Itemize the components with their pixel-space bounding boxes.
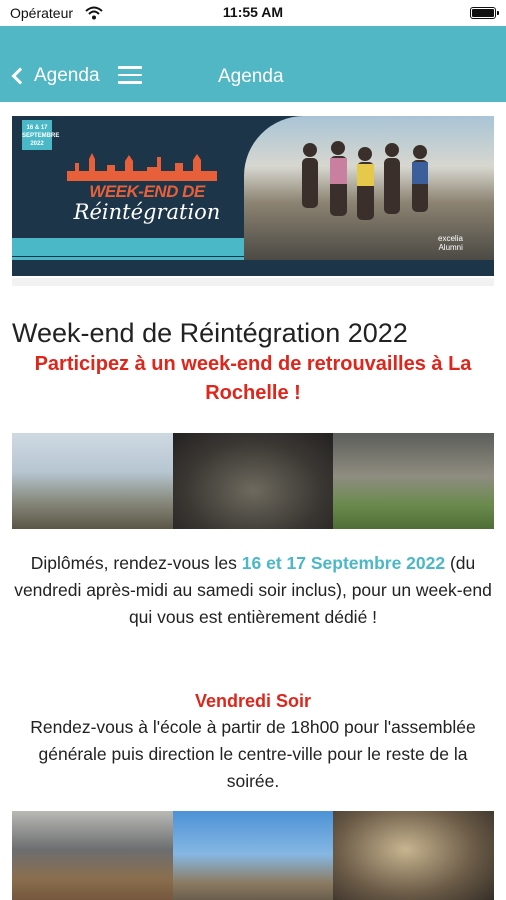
assembly-hall-photo — [12, 811, 173, 900]
banner-date-badge: 16 & 17 SEPTEMBRE 2022 — [22, 120, 52, 150]
friday-paragraph: Rendez-vous à l'école à partir de 18h00 pour l'assemblée générale puis direction le centre-ville pour le reste de la soirée. — [30, 717, 476, 791]
skyline-graphic — [67, 151, 217, 181]
event-dates: 16 et 17 Septembre 2022 — [241, 553, 446, 573]
photo-gallery-2 — [12, 811, 494, 900]
nav-bar — [0, 26, 506, 102]
event-banner-image — [12, 116, 494, 276]
la-rochelle-towers-photo — [173, 811, 334, 900]
article-title: Week-end de Réintégration 2022 — [12, 318, 408, 348]
banner-caption — [12, 278, 494, 286]
friday-heading: Vendredi Soir — [194, 691, 312, 711]
night-street-photo — [333, 811, 494, 900]
banner-script-title: Réintégration — [73, 200, 221, 224]
status-time: 11:55 AM — [222, 4, 284, 20]
photo-gallery-1 — [12, 433, 494, 529]
battery-icon — [470, 7, 496, 19]
banner-title: WEEK-END DE — [89, 182, 205, 201]
harbour-group-photo — [12, 433, 173, 529]
people-silhouettes — [280, 128, 450, 246]
back-button[interactable] — [8, 62, 100, 90]
status-bar — [0, 0, 506, 26]
back-button-label: Agenda — [34, 65, 100, 86]
intro-paragraph: Diplômés, rendez-vous les 16 et 17 Septembre 2022 (du vendredi après-midi au samedi soir inclus), pour un week-end qui vous est entièrement dédié ! — [14, 553, 492, 627]
article-content[interactable] — [0, 102, 506, 900]
hamburger-menu-icon[interactable] — [118, 66, 142, 86]
carrier-label: Opérateur — [10, 5, 74, 21]
terrace-evening-photo — [333, 433, 494, 529]
excelia-alumni-logo: excelia Alumni — [438, 234, 463, 252]
chevron-left-icon — [12, 68, 29, 85]
banner-info-bar — [12, 238, 244, 256]
page-title: Agenda — [218, 66, 284, 87]
party-group-photo — [173, 433, 334, 529]
article-subtitle: Participez à un week-end de retrouvailles à La Rochelle ! — [34, 353, 472, 404]
